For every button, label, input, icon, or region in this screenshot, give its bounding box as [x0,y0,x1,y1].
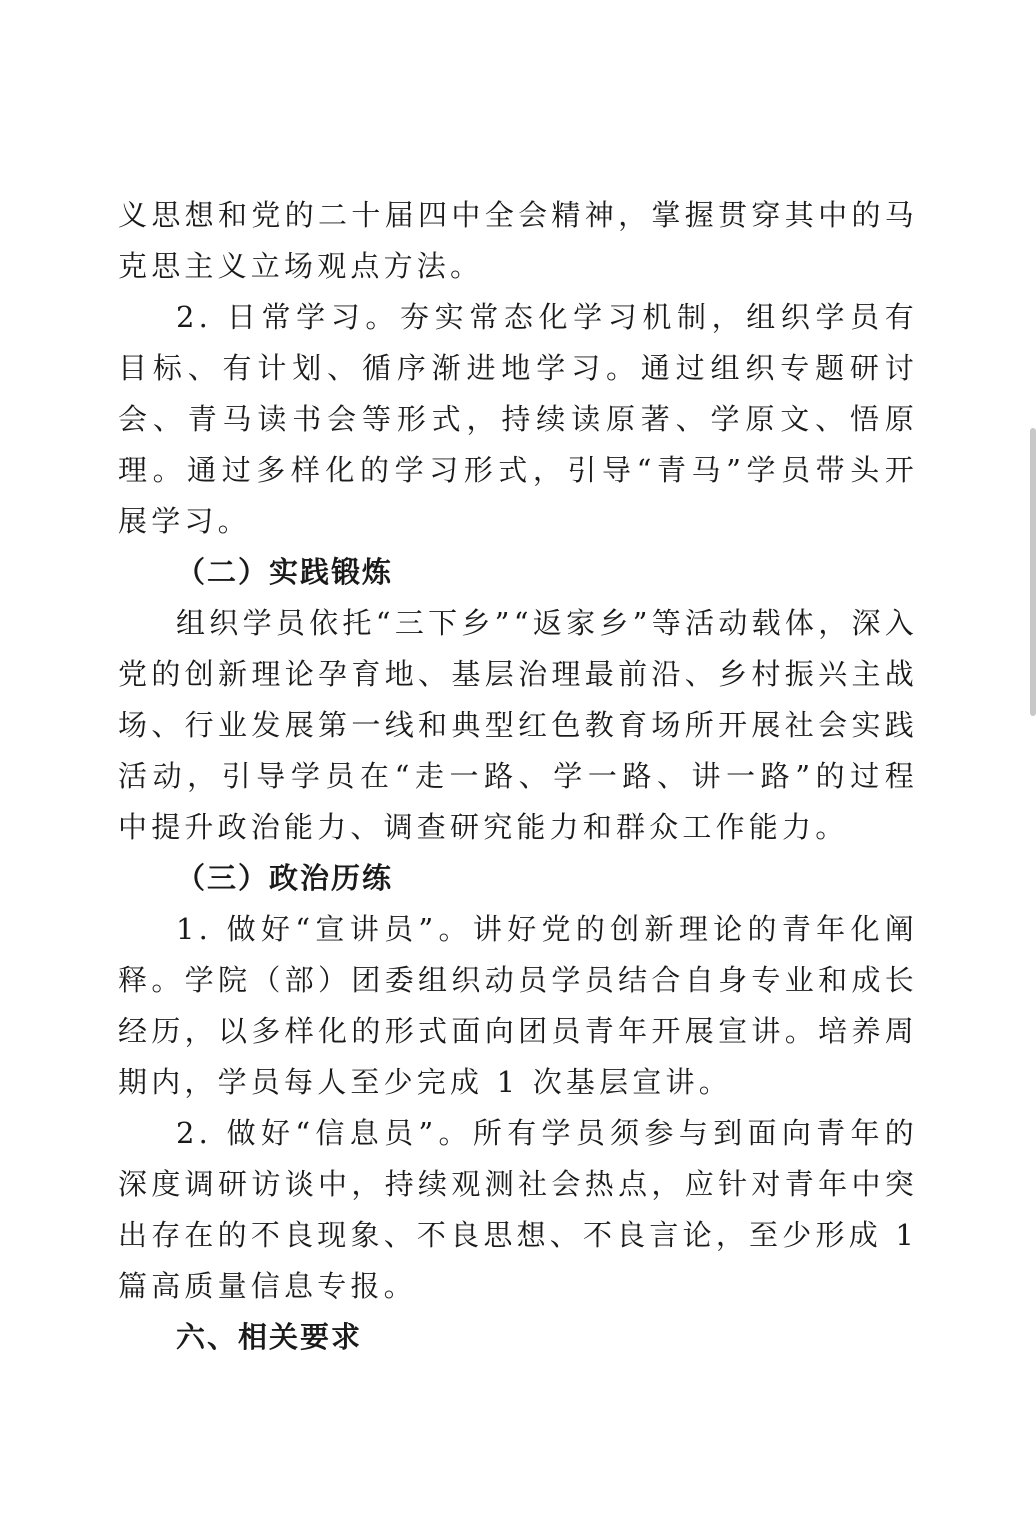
scrollbar[interactable] [1030,428,1036,716]
paragraph-practice: 组织学员依托“三下乡”“返家乡”等活动载体，深入党的创新理论孕育地、基层治理最前沿、乡村振兴主战场、行业发展第一线和典型红色教育场所开展社会实践活动，引导学员在“走一路、学一路、讲一路”的过程中提升政治能力、调查研究能力和群众工作能力。 [118,606,918,844]
subheading-political: （三）政治历练 [176,861,394,895]
heading-requirements: 六、相关要求 [176,1320,363,1354]
paragraph-daily-study: 2. 日常学习。夯实常态化学习机制，组织学员有目标、有计划、循序渐进地学习。通过组织专题研讨会、青马读书会等形式，持续读原著、学原文、悟原理。通过多样化的学习形式，引导“青马”学员带头开展学习。 [118,300,918,538]
paragraph-continuation: 义思想和党的二十届四中全会精神，掌握贯穿其中的马克思主义立场观点方法。 [118,198,918,283]
paragraph-informant: 2. 做好“信息员”。所有学员须参与到面向青年的深度调研访谈中，持续观测社会热点，应针对青年中突出存在的不良现象、不良思想、不良言论，至少形成 1 篇高质量信息专报。 [118,1116,918,1303]
document-page [118,190,918,1363]
subheading-practice: （二）实践锻炼 [176,555,394,589]
paragraph-lecturer: 1. 做好“宣讲员”。讲好党的创新理论的青年化阐释。学院（部）团委组织动员学员结合自身专业和成长经历，以多样化的形式面向团员青年开展宣讲。培养周期内，学员每人至少完成 1 次基层宣讲。 [118,912,918,1099]
